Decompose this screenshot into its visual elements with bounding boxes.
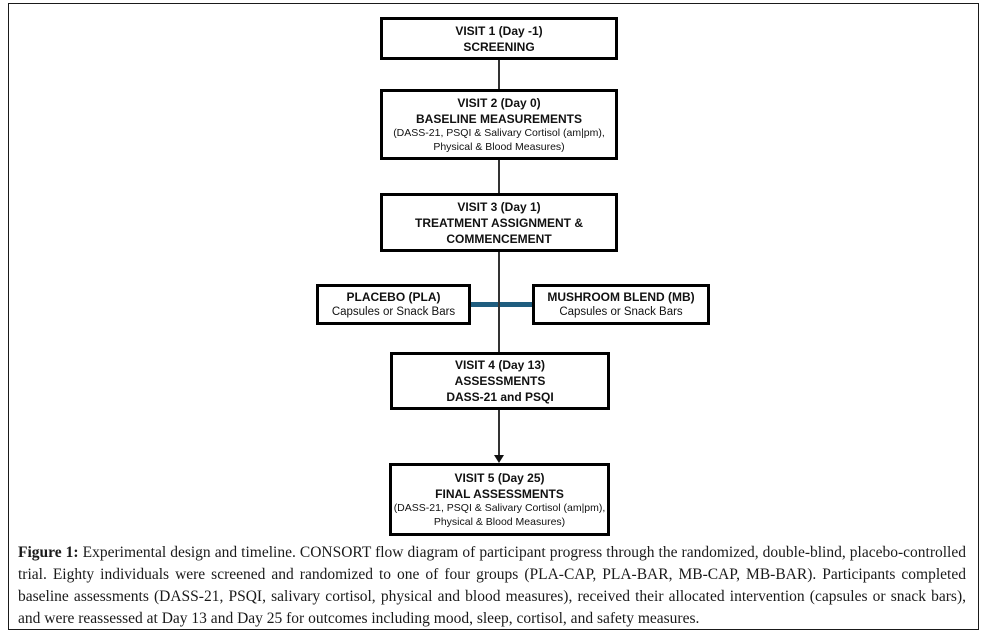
mushroom-title: MUSHROOM BLEND (MB) xyxy=(547,290,695,304)
figure-caption-label: Figure 1: xyxy=(18,544,79,561)
arrowhead-down-icon xyxy=(494,455,504,463)
visit1-title: VISIT 1 (Day -1) xyxy=(455,23,543,38)
connector-visit2-visit3 xyxy=(498,160,500,193)
connector-visit3-visit4 xyxy=(498,252,500,352)
visit5-subtitle: FINAL ASSESSMENTS xyxy=(435,487,564,501)
placebo-title: PLACEBO (PLA) xyxy=(346,290,441,304)
mushroom-subtitle: Capsules or Snack Bars xyxy=(559,306,683,318)
visit2-detail-line2: Physical & Blood Measures) xyxy=(433,140,565,153)
visit5-detail-line2: Physical & Blood Measures) xyxy=(433,515,566,528)
flow-box-visit1-screening xyxy=(380,17,618,60)
connector-placebo-mushroom xyxy=(471,302,532,307)
flow-box-placebo xyxy=(316,284,471,325)
visit3-title: VISIT 3 (Day 1) xyxy=(457,199,541,214)
visit2-detail-line1: (DASS-21, PSQI & Salivary Cortisol (am|pm), xyxy=(393,127,605,139)
flow-box-visit3-treatment xyxy=(380,193,618,252)
visit3-subtitle: TREATMENT ASSIGNMENT & xyxy=(415,215,583,230)
figure-caption-text: Experimental design and timeline. CONSORT flow diagram of participant progress through the randomized, double-blind, placebo-controlled trial. Eighty individuals were screened and randomized to one of four groups (PLA-CAP, PLA-BAR, MB-CAP, MB-BAR). Participants completed baseline assessments (DASS-21, PSQI, salivary cortisol, physical and blood measures), received their allocated intervention (capsules or snack bars), and were reassessed at Day 13 and Day 25 for outcomes including mood, sleep, cortisol, and safety measures. xyxy=(18,544,966,627)
visit4-subtitle: ASSESSMENTS xyxy=(454,374,546,388)
visit1-subtitle: SCREENING xyxy=(463,39,535,54)
flow-box-visit5-final-assessments xyxy=(389,463,610,536)
visit2-title: VISIT 2 (Day 0) xyxy=(457,96,541,110)
visit5-detail-line1: (DASS-21, PSQI & Salivary Cortisol (am|pm), xyxy=(393,502,606,514)
visit4-subtitle2: DASS-21 and PSQI xyxy=(446,390,554,404)
figure-caption xyxy=(18,542,966,630)
visit4-title: VISIT 4 (Day 13) xyxy=(454,358,546,372)
visit2-subtitle: BASELINE MEASUREMENTS xyxy=(415,112,582,126)
visit5-title: VISIT 5 (Day 25) xyxy=(454,471,545,485)
connector-visit1-visit2 xyxy=(498,60,500,89)
flow-box-visit2-baseline xyxy=(380,89,618,160)
placebo-subtitle: Capsules or Snack Bars xyxy=(331,306,456,318)
connector-visit4-visit5 xyxy=(498,410,500,456)
flow-box-mushroom-blend xyxy=(532,284,710,325)
flow-box-visit4-assessments xyxy=(390,352,610,410)
visit3-subtitle2: COMMENCEMENT xyxy=(446,231,552,246)
